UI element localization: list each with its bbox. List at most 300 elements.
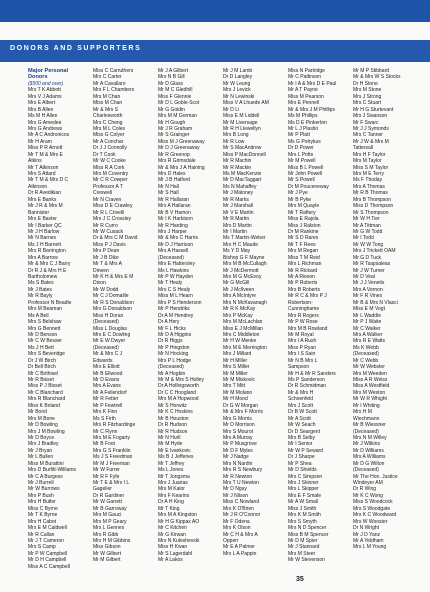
donor-entry: Dr C C Hoogland xyxy=(158,389,197,396)
donor-entry: Mrs B Allen xyxy=(28,106,54,113)
donor-entry: Miss M Burattini xyxy=(28,460,64,467)
donor-entry: Miss P MacDonnell xyxy=(223,151,266,158)
donor-entry: Mr D F Myles xyxy=(223,447,253,454)
donor-entry: Mr W Cusack xyxy=(93,228,123,235)
donor-entry: Mr D Benson xyxy=(28,331,58,338)
donor-entry: Mr P Hendriks xyxy=(158,306,190,313)
donor-entry: Mrs M Kalor xyxy=(158,486,185,493)
donor-entry: Mr & Mrs J A Haining xyxy=(158,164,205,171)
donor-entry: Mr R F Fyfe xyxy=(93,473,120,480)
donor-entry: Mrs M Coventry xyxy=(93,171,129,177)
donor-entry: Mr D A Higgins xyxy=(158,331,192,338)
donor-entry: Mrs E Albert xyxy=(28,100,56,107)
donor-entry: Mr & Mrs J M Phillips xyxy=(288,106,335,113)
donor-entry: Mr J Bates xyxy=(28,286,52,293)
donor-entry: Mr H G Sturtevant xyxy=(353,106,394,113)
donor-entry: Mr G Goldin xyxy=(158,106,185,113)
donor-entry: Mr J R & Mrs M xyxy=(28,203,63,210)
donor-entry: Dr A H King xyxy=(158,499,184,506)
donor-entry: Mr J M Lamb xyxy=(223,68,253,74)
donor-entry: Mrs T Mitt xyxy=(223,383,246,390)
donor-entry: Dr A Hery xyxy=(158,319,180,326)
donor-entry: Mr P W Campbell xyxy=(28,550,68,557)
donor-entry: Mrs H Butler xyxy=(28,499,56,506)
donor-entry: Mrs R Fitzhardinge xyxy=(93,422,136,429)
donor-entry: Mr D Morrison xyxy=(223,422,255,429)
donor-entry: Mr W Gilbert xyxy=(93,550,122,557)
donor-entry: Mr R Hudson xyxy=(158,428,188,435)
donor-entry: Mrs C Cheng xyxy=(93,119,123,126)
donor-entry: (Deceased) xyxy=(353,467,379,474)
donor-columns xyxy=(28,68,418,573)
donor-entry: Mr K C Wong xyxy=(353,492,383,499)
donor-entry: Bishop G F Mayne xyxy=(223,254,265,261)
donor-entry: Mr W R Whight xyxy=(353,396,387,403)
donor-entry: Mr D Williams xyxy=(353,447,384,454)
donor-entry: Mr S Grainger xyxy=(158,132,190,139)
donor-entry: Ms S Firth xyxy=(93,415,116,422)
donor-entry: Mr & Mrs C J xyxy=(93,351,123,358)
donor-entry: Mr W P Seward xyxy=(288,447,323,454)
donor-entry: Ms M Phillips xyxy=(288,113,318,120)
donor-entry: Mrs E Baxter xyxy=(28,216,57,223)
donor-entry: Dr M Rankine xyxy=(288,228,319,235)
donor-entry: Mr E W Dwyer xyxy=(93,338,126,345)
donor-entry: Mr J J Symonds xyxy=(353,125,389,132)
donor-entry: Mrs A Thomas xyxy=(353,183,385,190)
donor-entry: Miss B L Powell xyxy=(288,164,324,171)
donor-entry: Mr W C Cooke xyxy=(93,158,126,165)
donor-entry: Miss N Partridge xyxy=(288,68,325,74)
donor-entry: Mrs C Simpson xyxy=(288,473,323,480)
donor-entry: Ms T Martin-Weber xyxy=(223,235,266,242)
donor-entry: Mr F Odena xyxy=(223,518,250,525)
donor-entry: Mrs J Scott xyxy=(288,402,314,409)
donor-entry: Mr J W Turner xyxy=(353,267,385,274)
donor-entry: Mr D J Greenaway xyxy=(158,145,200,152)
donor-entry: Mr J W & Mrs M xyxy=(353,138,389,145)
donor-entry: Mr S MacAndrew xyxy=(223,145,262,152)
donor-entry: Mrs L Skipper xyxy=(288,486,319,493)
donor-entry: Mrs C Middleton xyxy=(223,331,260,338)
donor-entry: Miss P J Davis xyxy=(93,241,126,248)
donor-entry: Mr R Marks xyxy=(223,196,249,203)
donor-entry: Mr J J Venetis xyxy=(353,280,385,287)
donor-entry: Mr C Flynn xyxy=(93,428,118,435)
donor-entry: Dixon xyxy=(93,280,106,287)
donor-entry: Mrs R Gibb xyxy=(93,531,119,538)
donor-entry: Miss J Smith xyxy=(288,505,317,512)
donor-entry: Mr B Ellwood xyxy=(93,370,123,377)
donor-entry: Mr B Pyke xyxy=(288,196,312,203)
donor-entry: Mr G McGill xyxy=(223,280,250,287)
donor-entry: Mrs L M Young xyxy=(353,544,387,551)
donor-entry: Mrs J Swanson xyxy=(353,113,388,120)
donor-entry: Mr K C Hoskins xyxy=(158,409,193,416)
donor-entry: Mr E A Palmer xyxy=(223,544,255,551)
donor-entry: Mrs R Blanchard xyxy=(28,396,66,403)
donor-list xyxy=(353,68,418,551)
donor-entry: Dr H Stone xyxy=(353,80,378,87)
donor-entry: Dr J W Birch xyxy=(28,357,57,364)
donor-entry: Mrs J M Bowling xyxy=(28,428,65,435)
donor-entry: Mr D Nguy xyxy=(223,486,247,493)
donor-entry: Mr S D Rares xyxy=(288,235,319,242)
donor-entry: Mr F Swarc xyxy=(353,119,379,126)
donor-entry: Miss Gibson xyxy=(93,544,121,551)
donor-entry: Dr M Pouceneway xyxy=(288,183,329,190)
donor-entry: Mrs A Evans xyxy=(93,383,121,390)
donor-entry: Mr M C Gledhill xyxy=(158,87,193,94)
donor-entry: Miss V A Lhuede AM xyxy=(223,100,269,107)
donor-entry: Dr J Sharpe xyxy=(288,454,315,461)
donor-entry: Mr A Feilendorf xyxy=(93,389,127,396)
donor-entry: Mrs J Millard xyxy=(223,351,252,358)
donor-entry: Miss E M Vogt xyxy=(353,306,385,313)
donor-entry: Mr B Foot xyxy=(93,441,115,448)
donor-entry: Mr P W Rose xyxy=(288,319,318,326)
donor-entry: Mrs A Hallaran xyxy=(158,203,191,210)
donor-entry: Mrs H M Gibbins xyxy=(93,537,131,544)
donor-entry: Mr M Royal xyxy=(288,331,314,338)
donor-entry: Dr R Higgs xyxy=(158,338,183,345)
donor-entry: Mrs M L Coles xyxy=(93,125,126,132)
donor-entry: Mr F L Hicks xyxy=(158,325,186,332)
donor-entry: Mr W Garrett xyxy=(93,499,122,506)
donor-entry: Mrs K C Woodward xyxy=(353,512,397,519)
donor-entry: Mrs G S Franklin xyxy=(93,447,131,454)
donor-entry: Mr B Garroway xyxy=(93,505,127,512)
donor-entry: Mr A Conchar xyxy=(93,138,124,145)
donor-entry: Mr A Yeldham xyxy=(353,537,384,544)
donor-entry: Mr T F Rees xyxy=(288,241,316,248)
donor-entry: Mrs A Murray xyxy=(223,434,253,441)
donor-entry: Miss D Thompson xyxy=(353,203,394,210)
donor-entry: Robertson- xyxy=(288,299,313,306)
donor-entry: Mrs V J Adams xyxy=(28,93,62,100)
donor-entry: Mrs P S Henderson xyxy=(158,299,202,306)
donor-entry: Mrs D Hales xyxy=(158,171,186,177)
donor-entry: (Deceased) xyxy=(93,344,119,351)
donor-entry: Mrs A Vernon xyxy=(353,286,383,293)
donor-entry: Miss A R Weiss xyxy=(353,377,388,383)
donor-entry: Mr T M & Mrs E xyxy=(28,151,63,158)
donor-entry: Mr D Li xyxy=(223,106,240,113)
donor-entry: Mrs P Dean xyxy=(93,248,120,255)
donor-entry: Ms B J Jefferies xyxy=(158,454,194,461)
donor-entry: Miss K Boland xyxy=(28,402,60,409)
donor-entry: Mr D H Campbell xyxy=(28,557,67,564)
donor-entry: Mr P Hingston xyxy=(158,344,190,351)
donor-entry: Miss C Carruthers xyxy=(93,68,134,74)
donor-entry: Mrs T K Abbott xyxy=(28,87,61,94)
donor-entry: Gagelier xyxy=(93,486,112,493)
donor-entry: Mr N Hall xyxy=(158,183,179,190)
donor-entry: Mr C W Besser xyxy=(28,338,62,345)
donor-entry: Mrs J Skinner xyxy=(288,480,319,486)
donor-entry: Miss P R Arnott xyxy=(28,145,63,152)
donor-entry: Mr G D Tuck xyxy=(353,254,382,261)
donor-entry: Mr R Mackie xyxy=(223,164,252,171)
donor-entry: Mr J Burrell xyxy=(28,480,54,486)
donor-entry: Mrs A Walker xyxy=(353,331,383,338)
donor-entry: Mrs N D Spencer xyxy=(288,525,327,532)
donor-entry: Mrs N B Gill xyxy=(158,74,185,81)
donor-entry: Miss B M Spencer xyxy=(288,531,329,538)
donor-entry: Mrs M Stone xyxy=(353,87,382,94)
donor-entry: Cunninghame xyxy=(288,306,320,313)
donor-entry: Mr J Pye xyxy=(288,190,308,197)
donor-entry: Mr E Ivankovic xyxy=(158,447,191,454)
donor-entry: Mr & Mrs S xyxy=(93,106,118,113)
donor-entry: Atkins xyxy=(28,158,42,165)
donor-entry: Mr W Dodd xyxy=(93,286,119,293)
donor-entry: Miss A C Campbell xyxy=(28,563,70,570)
donor-entry: Atkinson xyxy=(28,183,48,190)
donor-entry: Mr M Gilbert xyxy=(93,557,121,564)
donor-entry: Mrs A Barrow xyxy=(28,254,58,261)
donor-entry: Mrs H C Maude xyxy=(223,241,259,248)
donor-entry: Mrs J Trickett OAM xyxy=(353,248,396,255)
donor-entry: Charlesworth xyxy=(93,113,123,120)
donor-entry: Mrs E Hattersley xyxy=(158,261,195,268)
donor-entry: Mr T E & Mrs I L xyxy=(93,480,130,486)
donor-entry: Mr M Liversage xyxy=(223,119,258,126)
donor-entry: Dr R J & Mrs H E xyxy=(28,267,67,274)
donor-entry: Dr Bell Birch xyxy=(28,364,56,371)
donor-entry: Miss C Byrne xyxy=(28,505,58,512)
donor-entry: Mr H Miller xyxy=(223,357,248,364)
donor-entry: Mr W Burrows xyxy=(28,486,60,493)
donor-entry: Mr S Lagerdahl xyxy=(158,550,193,557)
donor-entry: Mr T & Mrs A xyxy=(93,261,122,268)
donor-entry: Mrs G Morris xyxy=(223,415,252,422)
donor-entry: Mr M Miskovic xyxy=(223,377,255,383)
donor-entry: Mrs G Andrews xyxy=(28,125,63,132)
donor-entry: Mrs N M Willey xyxy=(353,434,387,441)
donor-entry: Mr J R O'Connor xyxy=(223,512,261,519)
donor-entry: Mr S Thompson xyxy=(353,209,389,216)
donor-entry: Ms J S Freedman xyxy=(93,454,133,461)
donor-entry: Mrs M E Terry xyxy=(353,171,385,177)
donor-entry: Bannister xyxy=(28,209,50,216)
donor-entry: Mr P J Waite xyxy=(353,319,382,326)
donor-entry: Ms J H Bett xyxy=(28,344,54,351)
donor-entry: Mrs F Kearins xyxy=(158,492,190,499)
donor-entry: Mrs R E Watts xyxy=(353,338,386,345)
donor-entry: Mrs H Cabot xyxy=(28,518,57,525)
donor-entry: Mr M & Mrs S Holley xyxy=(158,377,204,383)
donor-entry: Mrs G Donaldson xyxy=(93,306,132,313)
donor-entry: Mrs B Roberts xyxy=(288,286,320,293)
donor-entry: Mrs M Chan xyxy=(93,93,121,100)
donor-entry: Mr W Leung xyxy=(223,80,251,87)
donor-entry: Mr P Shea xyxy=(288,460,312,467)
donor-entry: Mr T M & Mrs D C xyxy=(28,177,69,184)
donor-entry: Mrs J C Crossley xyxy=(93,216,132,223)
donor-entry: Mrs S Miller xyxy=(223,364,250,371)
donor-entry: Mr M Molano xyxy=(223,389,253,396)
donor-entry: Mrs M A Hopwood xyxy=(158,396,199,403)
donor-entry: Mr M Hyde xyxy=(158,441,183,448)
donor-entry: Mr I Todd xyxy=(353,235,374,242)
donor-entry: Ms A Bell xyxy=(28,312,49,319)
donor-entry: Mr A Tittman xyxy=(353,222,381,229)
donor-entry: Mr F R Vines xyxy=(353,293,383,300)
donor-entry: Mr J Bryan xyxy=(28,447,53,454)
donor-entry: Mr C R Cowper xyxy=(93,177,128,184)
donor-entry: Miss M L Hearn xyxy=(158,293,193,300)
donor-entry: Mr N Lewinski xyxy=(223,93,255,100)
donor-entry: Tattersall xyxy=(353,145,374,152)
donor-entry: Mr A C Andronicos xyxy=(28,132,70,139)
donor-entry: Mr J A Gilbert xyxy=(158,68,189,74)
donor-entry: Mrs K O'Brien xyxy=(223,505,254,512)
donor-entry: Schoenfeld xyxy=(288,396,314,403)
donor-entry: Mrs H M xyxy=(353,409,372,416)
donor-entry: Mrs N Nardin xyxy=(223,460,253,467)
donor-entry: Mrs S Smyth xyxy=(288,518,317,525)
donor-entry: Mr W Stevenson xyxy=(288,557,325,564)
donor-entry: Dr D Power xyxy=(288,145,314,152)
donor-entry: Mrs S Beveridge xyxy=(28,351,65,358)
donor-entry: Mrs A Williams xyxy=(353,454,386,461)
donor-entry: Mrs J Bradley xyxy=(28,441,59,448)
donor-entry: Mr D Evans xyxy=(93,377,120,383)
donor-entry: Mr R Machin xyxy=(223,158,252,165)
donor-entry: Mr D Glass xyxy=(158,80,183,87)
donor-entry: Mrs M B Rowland xyxy=(288,325,328,332)
donor-entry: Mr R Curro xyxy=(93,222,118,229)
donor-entry: Mrs J Strong xyxy=(353,93,382,100)
donor-entry: Mr I Barker QC xyxy=(28,222,62,229)
donor-entry: Miss L Douglas xyxy=(93,325,127,332)
donor-entry: Mrs B Selby xyxy=(288,434,315,441)
donor-entry: Edwards xyxy=(93,357,113,364)
donor-entry: Miss A Westfield xyxy=(353,383,390,390)
donor-entry: Mr D G Wilton xyxy=(353,460,385,467)
donor-entry: Mr K H & Mrs E M xyxy=(93,274,134,280)
donor-entry: Mrs P Bush xyxy=(28,492,54,499)
donor-entry: Mr N Hurll xyxy=(158,434,181,441)
donor-column-6 xyxy=(353,68,418,573)
donor-entry: Miss M Chan xyxy=(93,100,123,107)
donor-entry: Mr R Tsapsaleas xyxy=(353,261,391,268)
donor-entry: Mrs J Levick xyxy=(223,87,251,94)
donor-entry: Mrs C S Healy xyxy=(158,286,191,293)
donor-entry: Wiechmann xyxy=(353,415,380,422)
donor-entry: Mrs S Attard xyxy=(28,171,56,177)
donor-entry: Mrs I A Rush xyxy=(288,338,317,345)
donor-entry: Mr J Wilkins xyxy=(353,441,380,448)
donor-entry: Mr R K McKay xyxy=(223,306,256,313)
donor-entry: Dr N Wright xyxy=(353,525,380,532)
donor-entry: Mr L J Plastio xyxy=(288,125,319,132)
donor-entry: Mrs M McLachlan xyxy=(223,319,263,326)
donor-entry: Mr J D Yanz xyxy=(353,531,381,538)
donor-entry: Ms G Potrykus xyxy=(288,138,321,145)
donor-entry: Mrs R Grimsdale xyxy=(158,158,196,165)
donor-entry: (Deceased) xyxy=(158,364,184,371)
donor-entry: Mr P W Hayden xyxy=(158,274,194,280)
donor-entry: Mrs M Bone xyxy=(28,415,55,422)
donor-entry: Ms D E Pinkerton xyxy=(288,119,327,126)
donor-entry: Mr J Nadge xyxy=(223,454,249,461)
donor-entry: Mr J Stannard xyxy=(288,544,320,551)
donor-entry: Mr J Marshall xyxy=(223,203,254,210)
donor-entry: Mrs P McKay xyxy=(223,312,253,319)
donor-entry: Mr R Hallaran xyxy=(158,196,189,203)
donor-entry: Mr R C & Mrs P J xyxy=(288,293,327,300)
donor-entry: Mr L Waddle xyxy=(353,312,381,319)
donor-entry: Mr & Mrs C Harris xyxy=(158,235,198,242)
donor-entry: Ms S Bates xyxy=(28,280,54,287)
donor-entry: Mr W Webster xyxy=(353,364,385,371)
donor-entry: Mr D MacTaggart xyxy=(223,177,262,184)
donor-entry: Mr G W Todd xyxy=(353,228,383,235)
donor-entry: Mrs M Weston xyxy=(353,389,386,396)
donor-entry: Miss T M Reid xyxy=(288,254,320,261)
donor-entry: Ms J H Barnett xyxy=(28,241,62,248)
donor-entry: Mr L Bullen xyxy=(28,454,54,461)
donor-entry: Mr P Roberts xyxy=(288,280,318,287)
donor-entry: Mrs R S Newbury xyxy=(223,467,263,474)
donor-entry: Mr J T Cameron xyxy=(28,537,64,544)
donor-entry: Mr H W Menke xyxy=(223,338,257,345)
donor-entry: Mr C Blanchard xyxy=(28,389,63,396)
donor-column-4 xyxy=(223,68,288,573)
donor-entry: Mrs S Camp xyxy=(28,544,56,551)
donor-entry: Mr G Kirwan xyxy=(158,531,186,538)
donor-entry: Mr A Hogbin xyxy=(158,370,186,377)
donor-entry: Mr R Low xyxy=(223,138,245,145)
donor-entry: Mr J B Halford xyxy=(158,177,190,184)
donor-entry: Mrs L Richman xyxy=(288,261,322,268)
donor-entry: Dr A M Hendrey xyxy=(158,312,194,319)
donor-column-5 xyxy=(288,68,353,573)
donor-entry: Mr D Boyce xyxy=(28,434,55,441)
donor-entry: Mrs D Burfitt-Williams xyxy=(28,467,77,474)
donor-entry: Mrs P L Hodge xyxy=(158,357,192,364)
donor-entry: Mrs D Martin xyxy=(223,222,252,229)
donor-entry: Ms N Mahaffey xyxy=(223,183,257,190)
donor-entry: Mrs E C Dowling xyxy=(93,331,131,338)
donor-entry: Mr R B Thomas xyxy=(353,190,388,197)
donor-column-1 xyxy=(28,68,93,573)
list-subheading: ($500 and over) xyxy=(28,80,64,87)
donor-entry: Creswell xyxy=(93,190,113,197)
donor-entry: Ms Y D May xyxy=(223,248,251,255)
donor-entry: Mrs N McKavanagh xyxy=(223,299,267,306)
donor-entry: Mrs R Barrington xyxy=(28,248,66,255)
donor-entry: Mrs L A Pappin xyxy=(223,550,257,557)
donor-entry: Mr R Martin xyxy=(223,216,250,223)
donor-entry: Mrs G Bennett xyxy=(28,325,61,332)
donor-list xyxy=(288,68,353,564)
donor-entry: Mrs S Mourot xyxy=(223,428,254,435)
donor-entry: Ms P Sanderson xyxy=(288,377,325,383)
donor-entry: Mr J McDermott xyxy=(223,267,259,274)
donor-entry: Mr P Platt xyxy=(288,132,310,139)
donor-entry: Mrs N Kuleshevski xyxy=(158,537,200,544)
donor-entry: Mrs H F Taylor xyxy=(353,151,386,158)
donor-entry: Mr R Bayly xyxy=(28,293,53,300)
donor-entry: Mr J Nilson xyxy=(223,492,249,499)
top-color-strip xyxy=(0,0,430,22)
donor-entry: Mr I Whiting xyxy=(353,402,380,409)
donor-entry: Mr T Jeffrey xyxy=(158,460,185,467)
donor-entry: Mrs M E Fogarty xyxy=(93,434,130,441)
